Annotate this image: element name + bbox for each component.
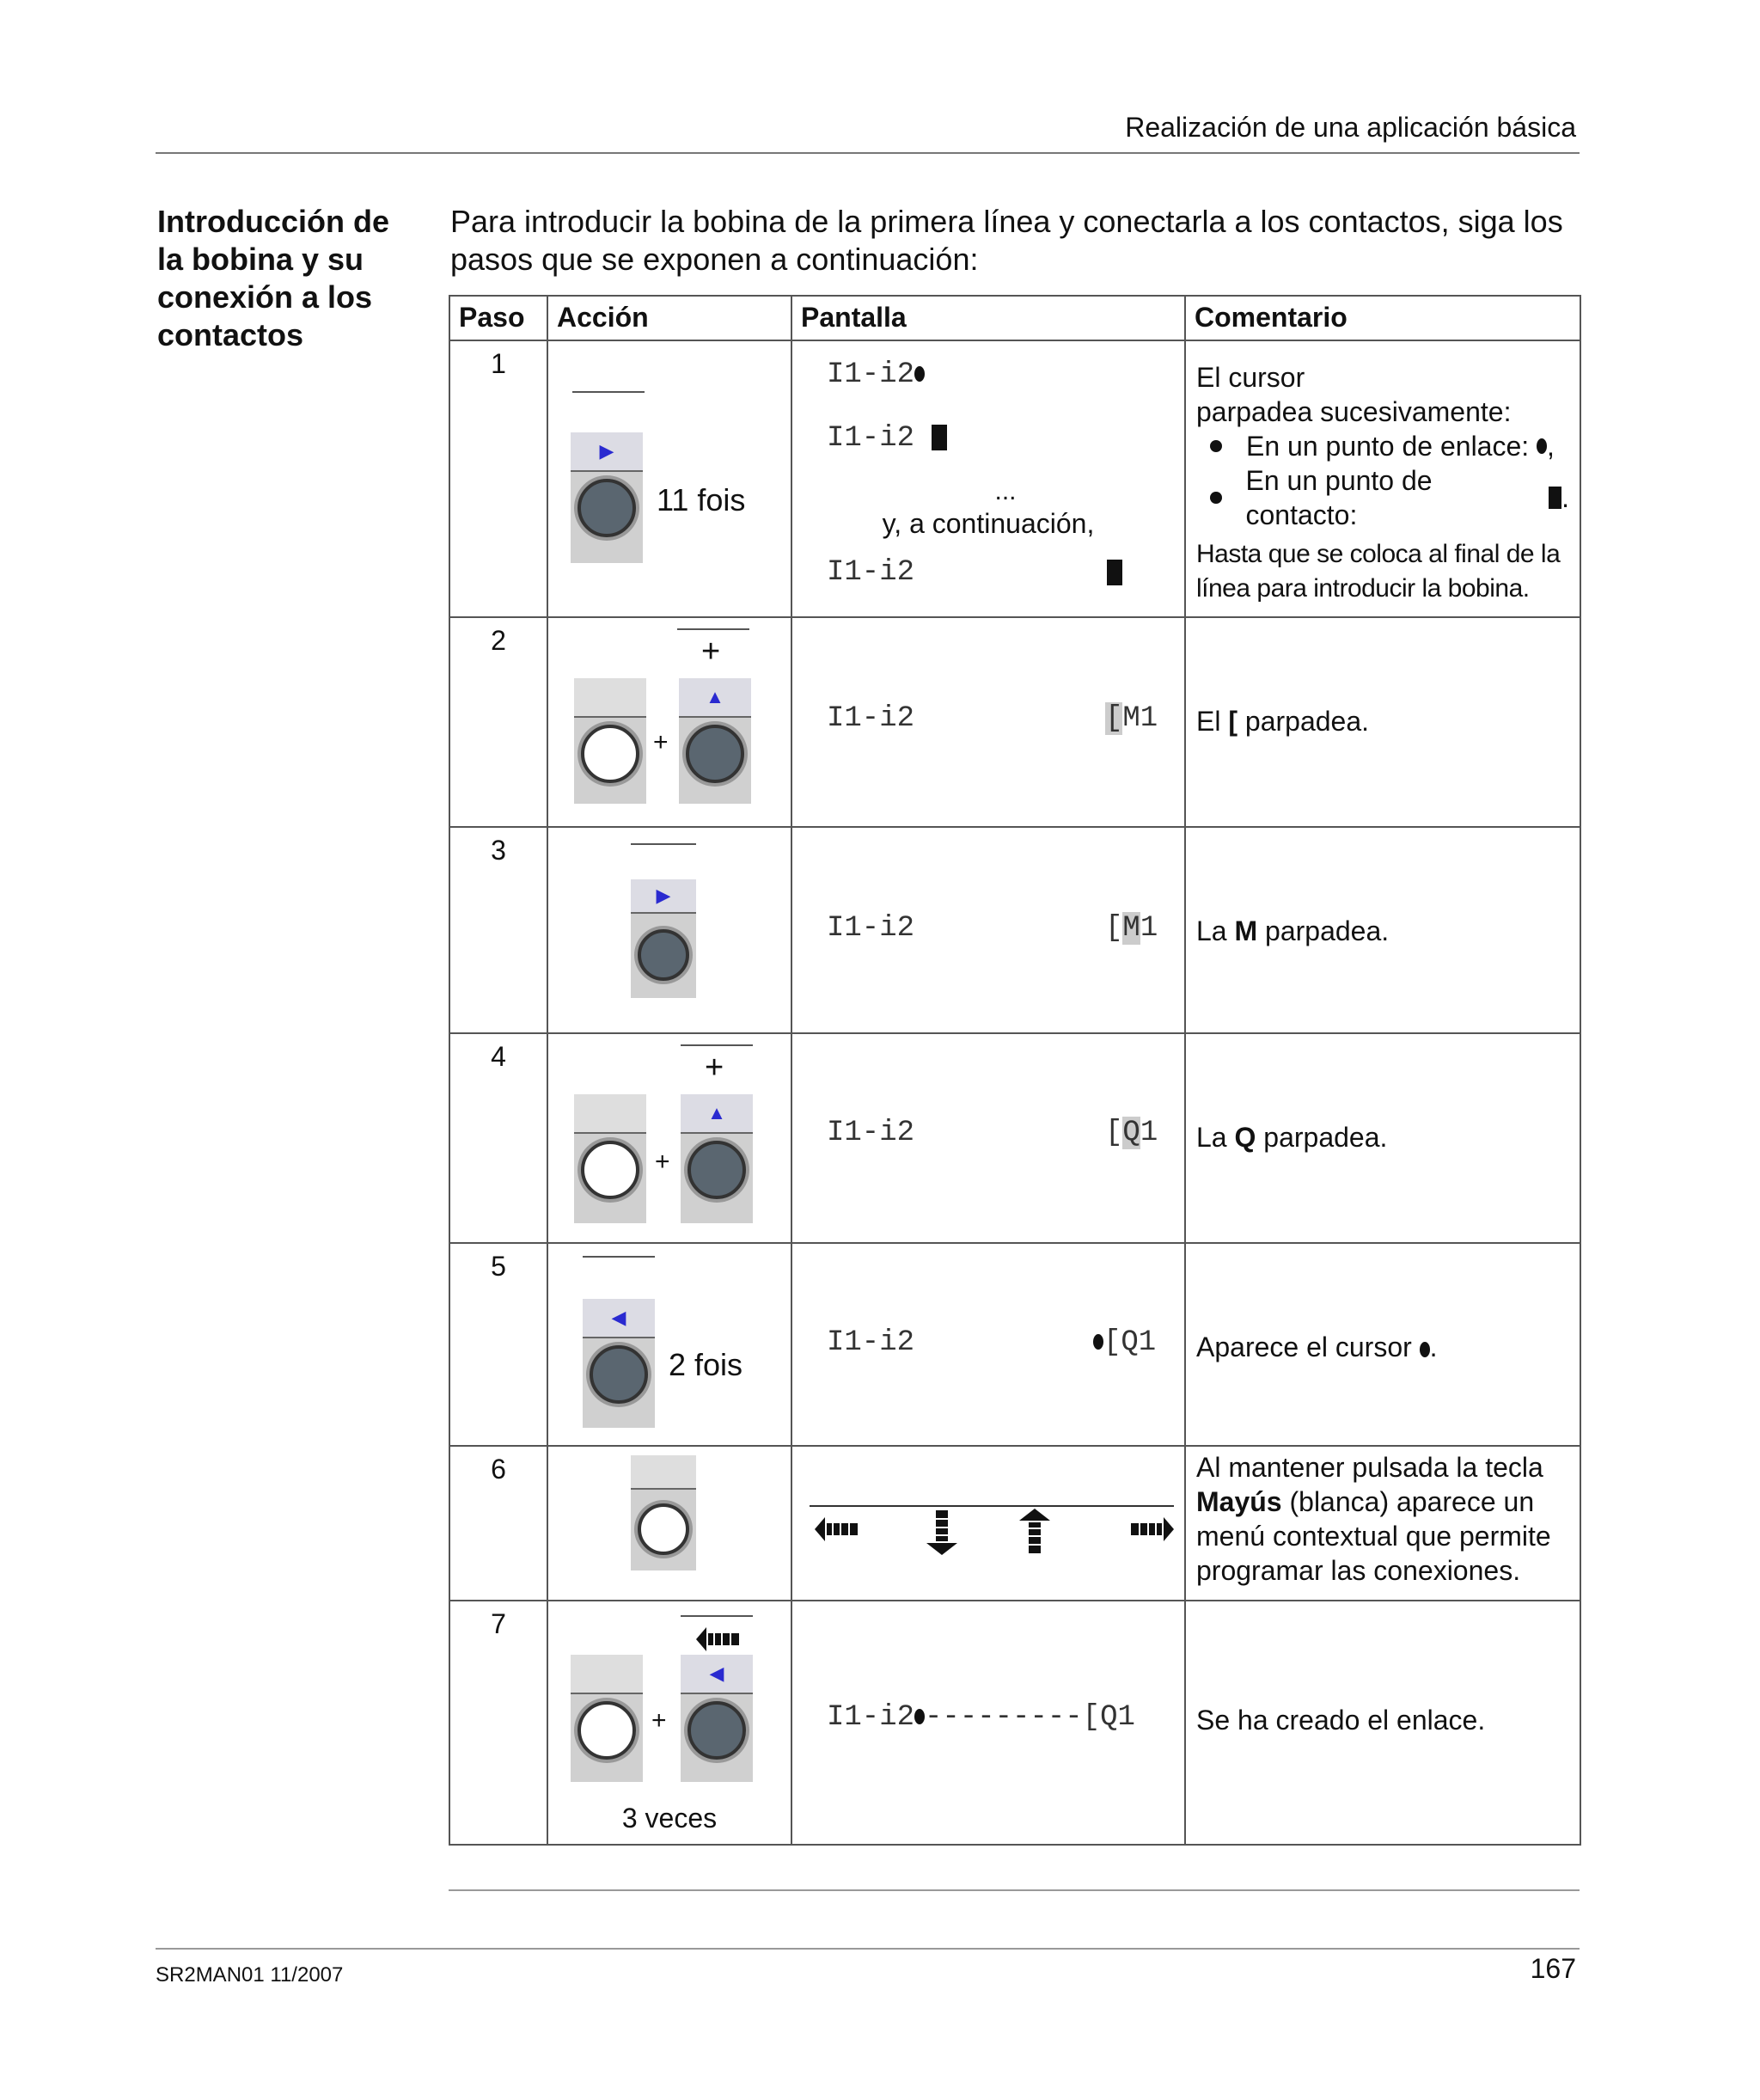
left-arrow-icon: ◀ [709,1662,724,1684]
menu-separator [810,1505,1174,1507]
section-title: Introducción de la bobina y su conexión a los contactos [157,204,389,352]
lcd-line: [Q1 [1105,1117,1158,1149]
key-indicator-line [681,1615,753,1617]
up-arrow-icon: ▲ [707,1102,726,1123]
up-arrow-key [681,1094,753,1223]
lcd-line: [M1 [1105,702,1158,735]
link-cursor-icon [1093,1334,1103,1350]
left-arrow-key [681,1655,753,1782]
right-arrow-icon: ▶ [656,885,671,906]
screen-cell [791,827,1185,1033]
down-link-arrow-icon [925,1509,959,1557]
key-knob [638,929,689,981]
action-cell [547,617,791,827]
up-arrow-icon: ▲ [706,686,724,707]
shift-key [574,678,646,804]
running-header: Realización de una aplicación básica [1125,112,1576,143]
table-row [449,827,1580,1033]
lcd-line: I1-i2 [827,1326,915,1359]
key-knob [581,725,639,783]
footer-rule [156,1948,1580,1950]
step-number: 6 [449,1446,547,1601]
comment-cell: La M parpadea. [1185,827,1580,1033]
repeat-label: 11 fois [657,482,746,517]
right-arrow-icon: ▶ [599,440,614,462]
key-indicator-line [631,843,696,845]
shift-key [571,1655,643,1782]
left-link-arrow-icon [813,1512,861,1546]
key-knob [578,1701,636,1760]
screen-cell [791,1243,1185,1446]
screen-cell [791,1033,1185,1243]
screen-cell [791,1601,1185,1845]
comment-cell: El [ parpadea. [1185,617,1580,827]
up-arrow-key [679,678,751,804]
left-arrow-key [583,1299,655,1428]
contact-cursor-icon [932,425,947,450]
shift-key [574,1094,646,1223]
lcd-line: I1-i2 [827,1117,915,1149]
action-cell [547,827,791,1033]
step-number: 4 [449,1033,547,1243]
page-number: 167 [1530,1953,1576,1984]
screen-cell [791,1446,1185,1601]
key-indicator-line [681,1044,753,1046]
key-knob [638,1503,689,1555]
lcd-line: [Q1 [1093,1326,1156,1359]
table-row [449,1446,1580,1601]
lcd-line: I1-i2 [827,556,915,589]
col-header-paso: Paso [449,296,547,340]
comment-cell: El cursor parpadea sucesivamente: En un punto de enlace: , En un punto de contacto: . Hasta que se coloca al final de la línea para introducir la bobina. [1185,340,1580,617]
action-cell [547,1033,791,1243]
action-cell [547,1601,791,1845]
link-cursor-icon [1537,438,1547,454]
key-indicator-line [677,628,749,630]
step-number: 2 [449,617,547,827]
plus-sign: + [701,634,721,670]
repeat-label: 3 veces [621,1803,718,1834]
plus-sign: + [651,1706,667,1735]
step-number: 1 [449,340,547,617]
screen-cell [791,617,1185,827]
link-cursor-icon [914,366,925,382]
lcd-line: I1-i2 [827,358,925,391]
col-header-accion: Acción [547,296,791,340]
key-knob [688,1141,746,1199]
col-header-pantalla: Pantalla [791,296,1185,340]
key-knob [688,1701,746,1760]
comment-cell: Al mantener pulsada la tecla Mayús (blanca) aparece un menú contextual que permite programar las conexiones. [1185,1446,1580,1601]
right-arrow-key [571,432,643,563]
section-end-rule [449,1889,1580,1891]
step-number: 3 [449,827,547,1033]
plus-sign: + [705,1050,724,1086]
key-indicator-line [572,391,645,393]
header-rule [156,152,1580,154]
lcd-line: I1-i2 [827,422,947,455]
contact-cursor-icon [1549,487,1561,509]
up-link-arrow-icon [1018,1507,1052,1555]
table-row [449,340,1580,617]
comment-cell: Se ha creado el enlace. [1185,1601,1580,1845]
repeat-label: 2 fois [669,1347,743,1382]
link-cursor-icon [914,1709,925,1724]
ellipsis: ... [994,477,1017,505]
plus-sign: + [655,1148,670,1176]
key-knob [686,725,744,783]
screen-cell [791,340,1185,617]
table-row [449,1033,1580,1243]
table-row [449,617,1580,827]
action-cell [547,1243,791,1446]
shift-key [631,1455,696,1570]
lcd-line: I1-i2 [827,702,915,735]
action-cell [547,1446,791,1601]
lcd-line: I1-i2 ---------[Q1 [827,1701,1135,1734]
doc-reference: SR2MAN01 11/2007 [156,1963,344,1987]
intro-paragraph: Para introducir la bobina de la primera línea y conectarla a los contactos, siga los pasos que se exponen a continuación: [450,204,1563,277]
plus-sign: + [653,728,669,756]
step-number: 7 [449,1601,547,1845]
steps-table [449,295,1581,1846]
action-cell [547,340,791,617]
continuation-note: y, a continuación, [882,508,1095,539]
step-number: 5 [449,1243,547,1446]
col-header-comentario: Comentario [1185,296,1580,340]
list-item: En un punto de contacto: . [1196,463,1569,532]
comment-cell: La Q parpadea. [1185,1033,1580,1243]
lcd-line: [M1 [1105,912,1158,945]
right-arrow-key [631,879,696,998]
link-cursor-icon [1420,1342,1430,1357]
table-header-row [449,296,1580,340]
table-row [449,1601,1580,1845]
list-item: En un punto de enlace: , [1196,429,1569,463]
key-knob [581,1141,639,1199]
key-knob [578,479,636,537]
right-link-arrow-icon [1128,1512,1176,1546]
lcd-line: I1-i2 [827,912,915,945]
table-row [449,1243,1580,1446]
left-arrow-icon: ◀ [611,1307,626,1328]
contact-cursor-icon [1107,560,1122,585]
key-knob [590,1345,648,1404]
comment-cell: Aparece el cursor . [1185,1243,1580,1446]
left-link-arrow-icon [694,1622,742,1656]
key-indicator-line [583,1256,655,1258]
